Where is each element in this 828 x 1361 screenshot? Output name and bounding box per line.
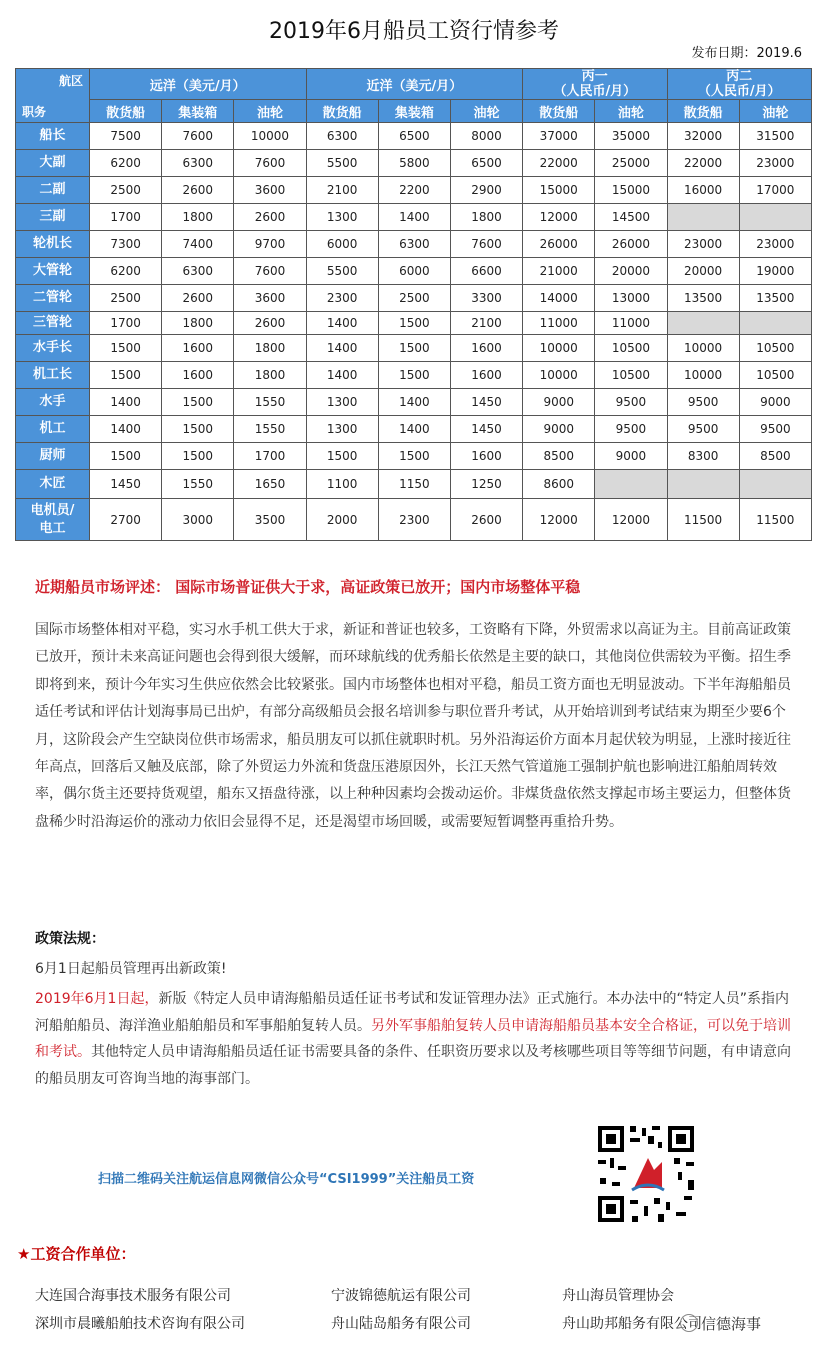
wage-cell: 1800	[162, 312, 234, 335]
table-row	[16, 416, 812, 443]
wage-cell: 1600	[162, 362, 234, 389]
qr-code-icon	[594, 1122, 698, 1226]
wage-cell: 5500	[306, 258, 378, 285]
wage-cell: 37000	[523, 123, 595, 150]
group-header: 丙一 （人民币/月）	[523, 69, 667, 100]
table-row	[16, 312, 812, 335]
column-header: 集装箱	[162, 100, 234, 123]
wage-cell: 1600	[450, 335, 522, 362]
wage-cell: 10500	[739, 335, 811, 362]
wage-cell: 9500	[595, 416, 667, 443]
wage-cell: 1400	[306, 335, 378, 362]
policy-text-2: 其他特定人员申请海船船员适任证书需要具备的条件、任职资历要求以及考核哪些项目等等细节问题，有申请意向的船员朋友可咨询当地的海事部门。	[35, 1044, 791, 1088]
role-cell: 水手	[16, 389, 90, 416]
wage-cell	[739, 312, 811, 335]
wage-cell: 21000	[523, 258, 595, 285]
wage-cell: 2600	[162, 177, 234, 204]
wage-table	[15, 68, 812, 541]
column-header: 集装箱	[378, 100, 450, 123]
wage-cell: 31500	[739, 123, 811, 150]
wage-cell: 6000	[378, 258, 450, 285]
wage-cell: 6300	[306, 123, 378, 150]
wage-cell: 20000	[667, 258, 739, 285]
wage-cell: 6600	[450, 258, 522, 285]
wage-cell	[595, 470, 667, 499]
wage-cell: 2600	[234, 312, 306, 335]
wage-cell: 9000	[739, 389, 811, 416]
wage-cell: 9500	[739, 416, 811, 443]
policy-text-highlight: 另外军事船舶复转人员申请海船船员基本安全合格证，可以免于培训和考试。	[35, 1017, 791, 1061]
wage-cell: 1100	[306, 470, 378, 499]
publish-date: 发布日期：2019.6	[691, 46, 802, 61]
table-row	[16, 231, 812, 258]
wage-cell: 7600	[162, 123, 234, 150]
market-review-body: 国际市场整体相对平稳，实习水手机工供大于求，新证和普证也较多，工资略有下降，外贸需求以高证为主。目前高证政策已放开，预计未来高证问题也会得到很大缓解，而环球航线的优秀船长依然是主要的缺口，其他岗位供需较为平衡。招生季即将到来，预计今年实习生供应依然会比较紧张。国内市场整体也相对平稳，船员工资方面也无明显波动。下半年海船船员适任考试和评估计划海事局已出炉，有部分高级船员会报名培训参与职位晋升考试，从开始培训到考试结束为期至少要6个月，这阶段会产生空缺岗位供市场需求，船员朋友可以抓住就职时机。另外沿海运价方面本月起伏较为明显，上涨时接近往年高点，回落后又触及底部，除了外贸运力外流和货盘压港原因外，长江天然气管道施工强制护航也影响进江船舶周转效率，偶尔货主还要持货观望，船东又捂盘待涨，以上种种因素均会拨动运价。非煤货盘依然支撑起市场主要运力，但整体货盘稀少时沿海运价的涨动力依旧会显得不足，还是渴望市场回暖，或需要短暂调整再重拾升势。	[35, 622, 791, 830]
wage-cell: 10000	[667, 362, 739, 389]
role-cell: 机工长	[16, 362, 90, 389]
table-row	[16, 258, 812, 285]
wage-cell	[667, 204, 739, 231]
wage-cell: 3600	[234, 285, 306, 312]
column-header: 油轮	[234, 100, 306, 123]
wage-cell: 9000	[595, 443, 667, 470]
role-cell: 厨师	[16, 443, 90, 470]
wage-cell: 7600	[450, 231, 522, 258]
wage-cell: 23000	[739, 150, 811, 177]
wage-cell: 5500	[306, 150, 378, 177]
wage-cell: 9000	[523, 389, 595, 416]
policy-heading: 政策法规：	[35, 931, 105, 947]
wechat-icon	[680, 1314, 698, 1332]
wage-cell: 1700	[234, 443, 306, 470]
wage-cell: 3600	[234, 177, 306, 204]
wage-cell	[739, 204, 811, 231]
wage-cell: 9500	[595, 389, 667, 416]
wage-cell: 10500	[595, 362, 667, 389]
column-header: 油轮	[450, 100, 522, 123]
wage-cell: 1400	[378, 389, 450, 416]
wage-cell: 2900	[450, 177, 522, 204]
wage-cell: 1300	[306, 204, 378, 231]
wage-cell: 6200	[90, 258, 162, 285]
role-cell: 木匠	[16, 470, 90, 499]
wage-cell: 3500	[234, 499, 306, 541]
wage-cell: 1700	[90, 204, 162, 231]
wage-cell: 14000	[523, 285, 595, 312]
wage-cell: 22000	[523, 150, 595, 177]
role-cell: 水手长	[16, 335, 90, 362]
wage-cell: 2500	[90, 177, 162, 204]
wage-cell: 3000	[162, 499, 234, 541]
wage-cell: 35000	[595, 123, 667, 150]
wage-cell: 12000	[595, 499, 667, 541]
wage-cell: 6500	[378, 123, 450, 150]
wage-cell: 8300	[667, 443, 739, 470]
wage-cell: 7500	[90, 123, 162, 150]
wage-cell: 1800	[162, 204, 234, 231]
wage-cell: 15000	[523, 177, 595, 204]
wage-cell: 8500	[739, 443, 811, 470]
wage-cell: 7600	[234, 258, 306, 285]
wage-cell	[739, 470, 811, 499]
table-row	[16, 443, 812, 470]
wage-cell: 2700	[90, 499, 162, 541]
partners-heading: ★工资合作单位：	[17, 1245, 136, 1263]
wage-cell: 1250	[450, 470, 522, 499]
wage-cell: 1500	[162, 389, 234, 416]
watermark	[680, 1313, 761, 1334]
wage-cell: 1600	[450, 443, 522, 470]
wage-cell: 1650	[234, 470, 306, 499]
table-row	[16, 123, 812, 150]
wage-cell: 1500	[378, 335, 450, 362]
wage-cell: 13500	[739, 285, 811, 312]
wage-cell: 3300	[450, 285, 522, 312]
corner-header	[16, 69, 90, 123]
wage-cell: 6500	[450, 150, 522, 177]
group-header: 近洋（美元/月）	[306, 69, 523, 100]
market-review-heading: 近期船员市场评述： 国际市场普证供大于求，高证政策已放开；国内市场整体平稳	[35, 578, 581, 596]
group-header: 丙二 （人民币/月）	[667, 69, 812, 100]
role-cell: 大副	[16, 150, 90, 177]
wage-cell: 1550	[162, 470, 234, 499]
wage-cell: 1500	[90, 335, 162, 362]
wage-cell: 2000	[306, 499, 378, 541]
partner-item: 宁波锦德航运有限公司	[331, 1288, 471, 1304]
qr-caption: 扫描二维码关注航运信息网微信公众号“CSI1999”关注船员工资	[98, 1172, 475, 1187]
wage-cell: 1500	[378, 443, 450, 470]
wage-cell: 1800	[234, 362, 306, 389]
wage-cell: 1500	[90, 362, 162, 389]
role-cell: 二管轮	[16, 285, 90, 312]
wage-cell: 2500	[378, 285, 450, 312]
wage-cell: 13000	[595, 285, 667, 312]
wage-cell: 1550	[234, 416, 306, 443]
wage-cell: 1500	[162, 416, 234, 443]
wage-cell: 26000	[523, 231, 595, 258]
page-title: 2019年6月船员工资行情参考	[269, 19, 559, 44]
wage-cell: 8600	[523, 470, 595, 499]
wage-cell: 1400	[306, 312, 378, 335]
table-row	[16, 389, 812, 416]
wage-cell: 6200	[90, 150, 162, 177]
watermark-text: 信德海事	[701, 1315, 762, 1333]
column-header: 散货船	[523, 100, 595, 123]
role-cell: 船长	[16, 123, 90, 150]
wage-cell: 7600	[234, 150, 306, 177]
wage-cell: 1500	[162, 443, 234, 470]
table-row	[16, 285, 812, 312]
policy-text-1: 新版《特定人员申请海船船员适任证书考试和发证管理办法》正式施行。本办法中的“特定人员”系指内河船舶船员、海洋渔业船舶船员和军事船舶复转人员。	[35, 991, 789, 1034]
column-header: 散货船	[306, 100, 378, 123]
partner-item: 舟山海员管理协会	[562, 1288, 674, 1304]
corner-top-label: 航区	[58, 74, 83, 88]
wage-cell: 8000	[450, 123, 522, 150]
wage-cell: 1600	[450, 362, 522, 389]
wage-cell: 16000	[667, 177, 739, 204]
role-cell: 电机员/ 电工	[16, 499, 90, 541]
wage-cell: 32000	[667, 123, 739, 150]
wage-cell: 25000	[595, 150, 667, 177]
wage-cell: 13500	[667, 285, 739, 312]
wage-cell: 1400	[90, 416, 162, 443]
table-row	[16, 470, 812, 499]
wage-cell: 6000	[306, 231, 378, 258]
policy-headline: 6月1日起船员管理再出新政策!	[35, 961, 227, 977]
wage-cell: 1450	[450, 389, 522, 416]
group-header: 远洋（美元/月）	[90, 69, 307, 100]
wage-cell: 2600	[234, 204, 306, 231]
wage-cell: 9000	[523, 416, 595, 443]
partner-item: 舟山助邦船务有限公司	[562, 1316, 702, 1332]
wage-cell: 1500	[90, 443, 162, 470]
wage-cell: 2300	[306, 285, 378, 312]
wage-cell: 1800	[234, 335, 306, 362]
wage-cell: 1700	[90, 312, 162, 335]
wage-cell: 17000	[739, 177, 811, 204]
wage-cell: 2200	[378, 177, 450, 204]
wage-cell	[667, 470, 739, 499]
wage-cell: 1800	[450, 204, 522, 231]
wage-cell: 12000	[523, 204, 595, 231]
role-cell: 三管轮	[16, 312, 90, 335]
wage-cell: 20000	[595, 258, 667, 285]
table-row	[16, 150, 812, 177]
wage-cell: 9500	[667, 416, 739, 443]
wage-cell: 1500	[378, 312, 450, 335]
table-row	[16, 335, 812, 362]
wage-cell: 11500	[667, 499, 739, 541]
wage-cell: 8500	[523, 443, 595, 470]
wage-cell	[667, 312, 739, 335]
column-header: 油轮	[739, 100, 811, 123]
wage-cell: 6300	[162, 258, 234, 285]
wage-cell: 23000	[667, 231, 739, 258]
partner-item: 深圳市晨曦船舶技术咨询有限公司	[35, 1316, 245, 1332]
wage-cell: 2100	[450, 312, 522, 335]
wage-cell: 12000	[523, 499, 595, 541]
wage-cell: 1150	[378, 470, 450, 499]
wage-cell: 15000	[595, 177, 667, 204]
column-header: 散货船	[90, 100, 162, 123]
wage-cell: 1300	[306, 389, 378, 416]
wage-table-body	[16, 123, 812, 541]
wage-cell: 2600	[162, 285, 234, 312]
wage-cell: 26000	[595, 231, 667, 258]
wage-cell: 7300	[90, 231, 162, 258]
policy-body	[35, 986, 797, 1093]
wage-cell: 6300	[162, 150, 234, 177]
wage-cell: 10000	[523, 335, 595, 362]
table-row	[16, 499, 812, 541]
wage-cell: 10000	[667, 335, 739, 362]
wage-cell: 10500	[595, 335, 667, 362]
wage-cell: 1550	[234, 389, 306, 416]
wage-cell: 1500	[378, 362, 450, 389]
wage-cell: 10000	[234, 123, 306, 150]
partner-item: 舟山陆岛船务有限公司	[331, 1316, 471, 1332]
wage-cell: 5800	[378, 150, 450, 177]
policy-date: 2019年6月1日起，	[35, 991, 159, 1007]
wage-cell: 11000	[523, 312, 595, 335]
wage-cell: 1500	[306, 443, 378, 470]
column-header: 散货船	[667, 100, 739, 123]
wage-cell: 2100	[306, 177, 378, 204]
wage-cell: 9700	[234, 231, 306, 258]
wage-cell: 1600	[162, 335, 234, 362]
role-cell: 轮机长	[16, 231, 90, 258]
role-cell: 二副	[16, 177, 90, 204]
wage-cell: 11000	[595, 312, 667, 335]
corner-bottom-label: 职务	[22, 105, 47, 119]
role-cell: 机工	[16, 416, 90, 443]
wage-cell: 7400	[162, 231, 234, 258]
wage-cell: 2500	[90, 285, 162, 312]
wage-cell: 1400	[378, 204, 450, 231]
table-row	[16, 177, 812, 204]
wage-cell: 23000	[739, 231, 811, 258]
table-row	[16, 362, 812, 389]
partner-item: 大连国合海事技术服务有限公司	[35, 1288, 231, 1304]
wage-cell: 14500	[595, 204, 667, 231]
wage-cell: 2600	[450, 499, 522, 541]
wage-cell: 22000	[667, 150, 739, 177]
wage-cell: 6300	[378, 231, 450, 258]
wage-cell: 10000	[523, 362, 595, 389]
wage-cell: 1450	[90, 470, 162, 499]
column-header: 油轮	[595, 100, 667, 123]
wage-cell: 1450	[450, 416, 522, 443]
wage-cell: 10500	[739, 362, 811, 389]
role-cell: 三副	[16, 204, 90, 231]
wage-cell: 11500	[739, 499, 811, 541]
wage-cell: 1400	[90, 389, 162, 416]
wage-cell: 1400	[378, 416, 450, 443]
wage-cell: 2300	[378, 499, 450, 541]
wage-cell: 9500	[667, 389, 739, 416]
wage-cell: 19000	[739, 258, 811, 285]
wage-cell: 1400	[306, 362, 378, 389]
table-row	[16, 204, 812, 231]
role-cell: 大管轮	[16, 258, 90, 285]
wage-cell: 1300	[306, 416, 378, 443]
